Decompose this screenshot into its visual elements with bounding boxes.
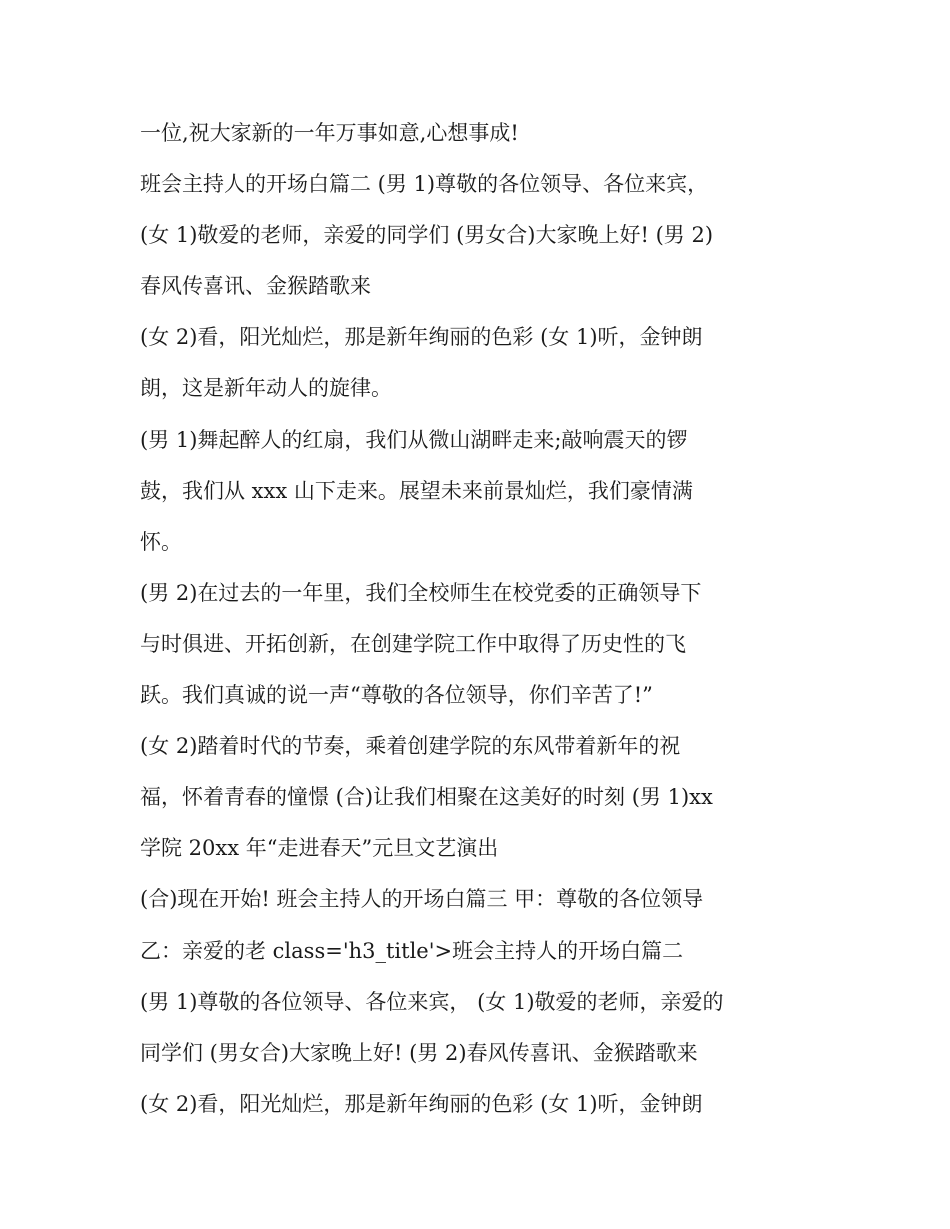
text-line: 鼓，我们从 xxx 山下走来。展望未来前景灿烂，我们豪情满 [140,478,693,503]
text-line: 春风传喜讯、金猴踏歌来 [140,274,371,299]
text-line: 一位,祝大家新的一年万事如意,心想事成! [140,121,519,145]
text-line: (男 1)尊敬的各位领导、各位来宾， (女 1)敬爱的老师，亲爱的 [140,989,724,1014]
text-line: 班会主持人的开场白篇二 (男 1)尊敬的各位领导、各位来宾， [140,172,709,197]
text-line: 怀。 [140,529,182,554]
text-line: 同学们 (男女合)大家晚上好! (男 2)春风传喜讯、金猴踏歌来 [140,1040,698,1065]
text-line: (合)现在开始! 班会主持人的开场白篇三 甲：尊敬的各位领导 [140,887,704,912]
text-line: 与时俱进、开拓创新，在创建学院工作中取得了历史性的飞 [140,631,686,656]
text-line: (女 2)看，阳光灿烂，那是新年绚丽的色彩 (女 1)听，金钟朗 [140,325,703,350]
text-line: 学院 20xx 年“走进春天”元旦文艺演出 [140,836,499,861]
text-line: (女 2)看，阳光灿烂，那是新年绚丽的色彩 (女 1)听，金钟朗 [140,1091,703,1116]
document-body [140,108,820,1130]
text-line: (女 2)踏着时代的节奏，乘着创建学院的东风带着新年的祝 [140,734,681,759]
text-line: 朗，这是新年动人的旋律。 [140,376,392,401]
text-line: 福，怀着青春的憧憬 (合)让我们相聚在这美好的时刻 (男 1)xx [140,785,713,810]
text-line: 跃。我们真诚的说一声“尊敬的各位领导，你们辛苦了!” [140,683,653,708]
text-line: (男 1)舞起醉人的红扇，我们从微山湖畔走来;敲响震天的锣 [140,427,688,452]
text-line: 乙：亲爱的老 class='h3_title'>班会主持人的开场白篇二 [140,938,684,963]
text-line: (女 1)敬爱的老师，亲爱的同学们 (男女合)大家晚上好! (男 2) [140,223,714,248]
text-line: (男 2)在过去的一年里，我们全校师生在校党委的正确领导下 [140,580,702,605]
